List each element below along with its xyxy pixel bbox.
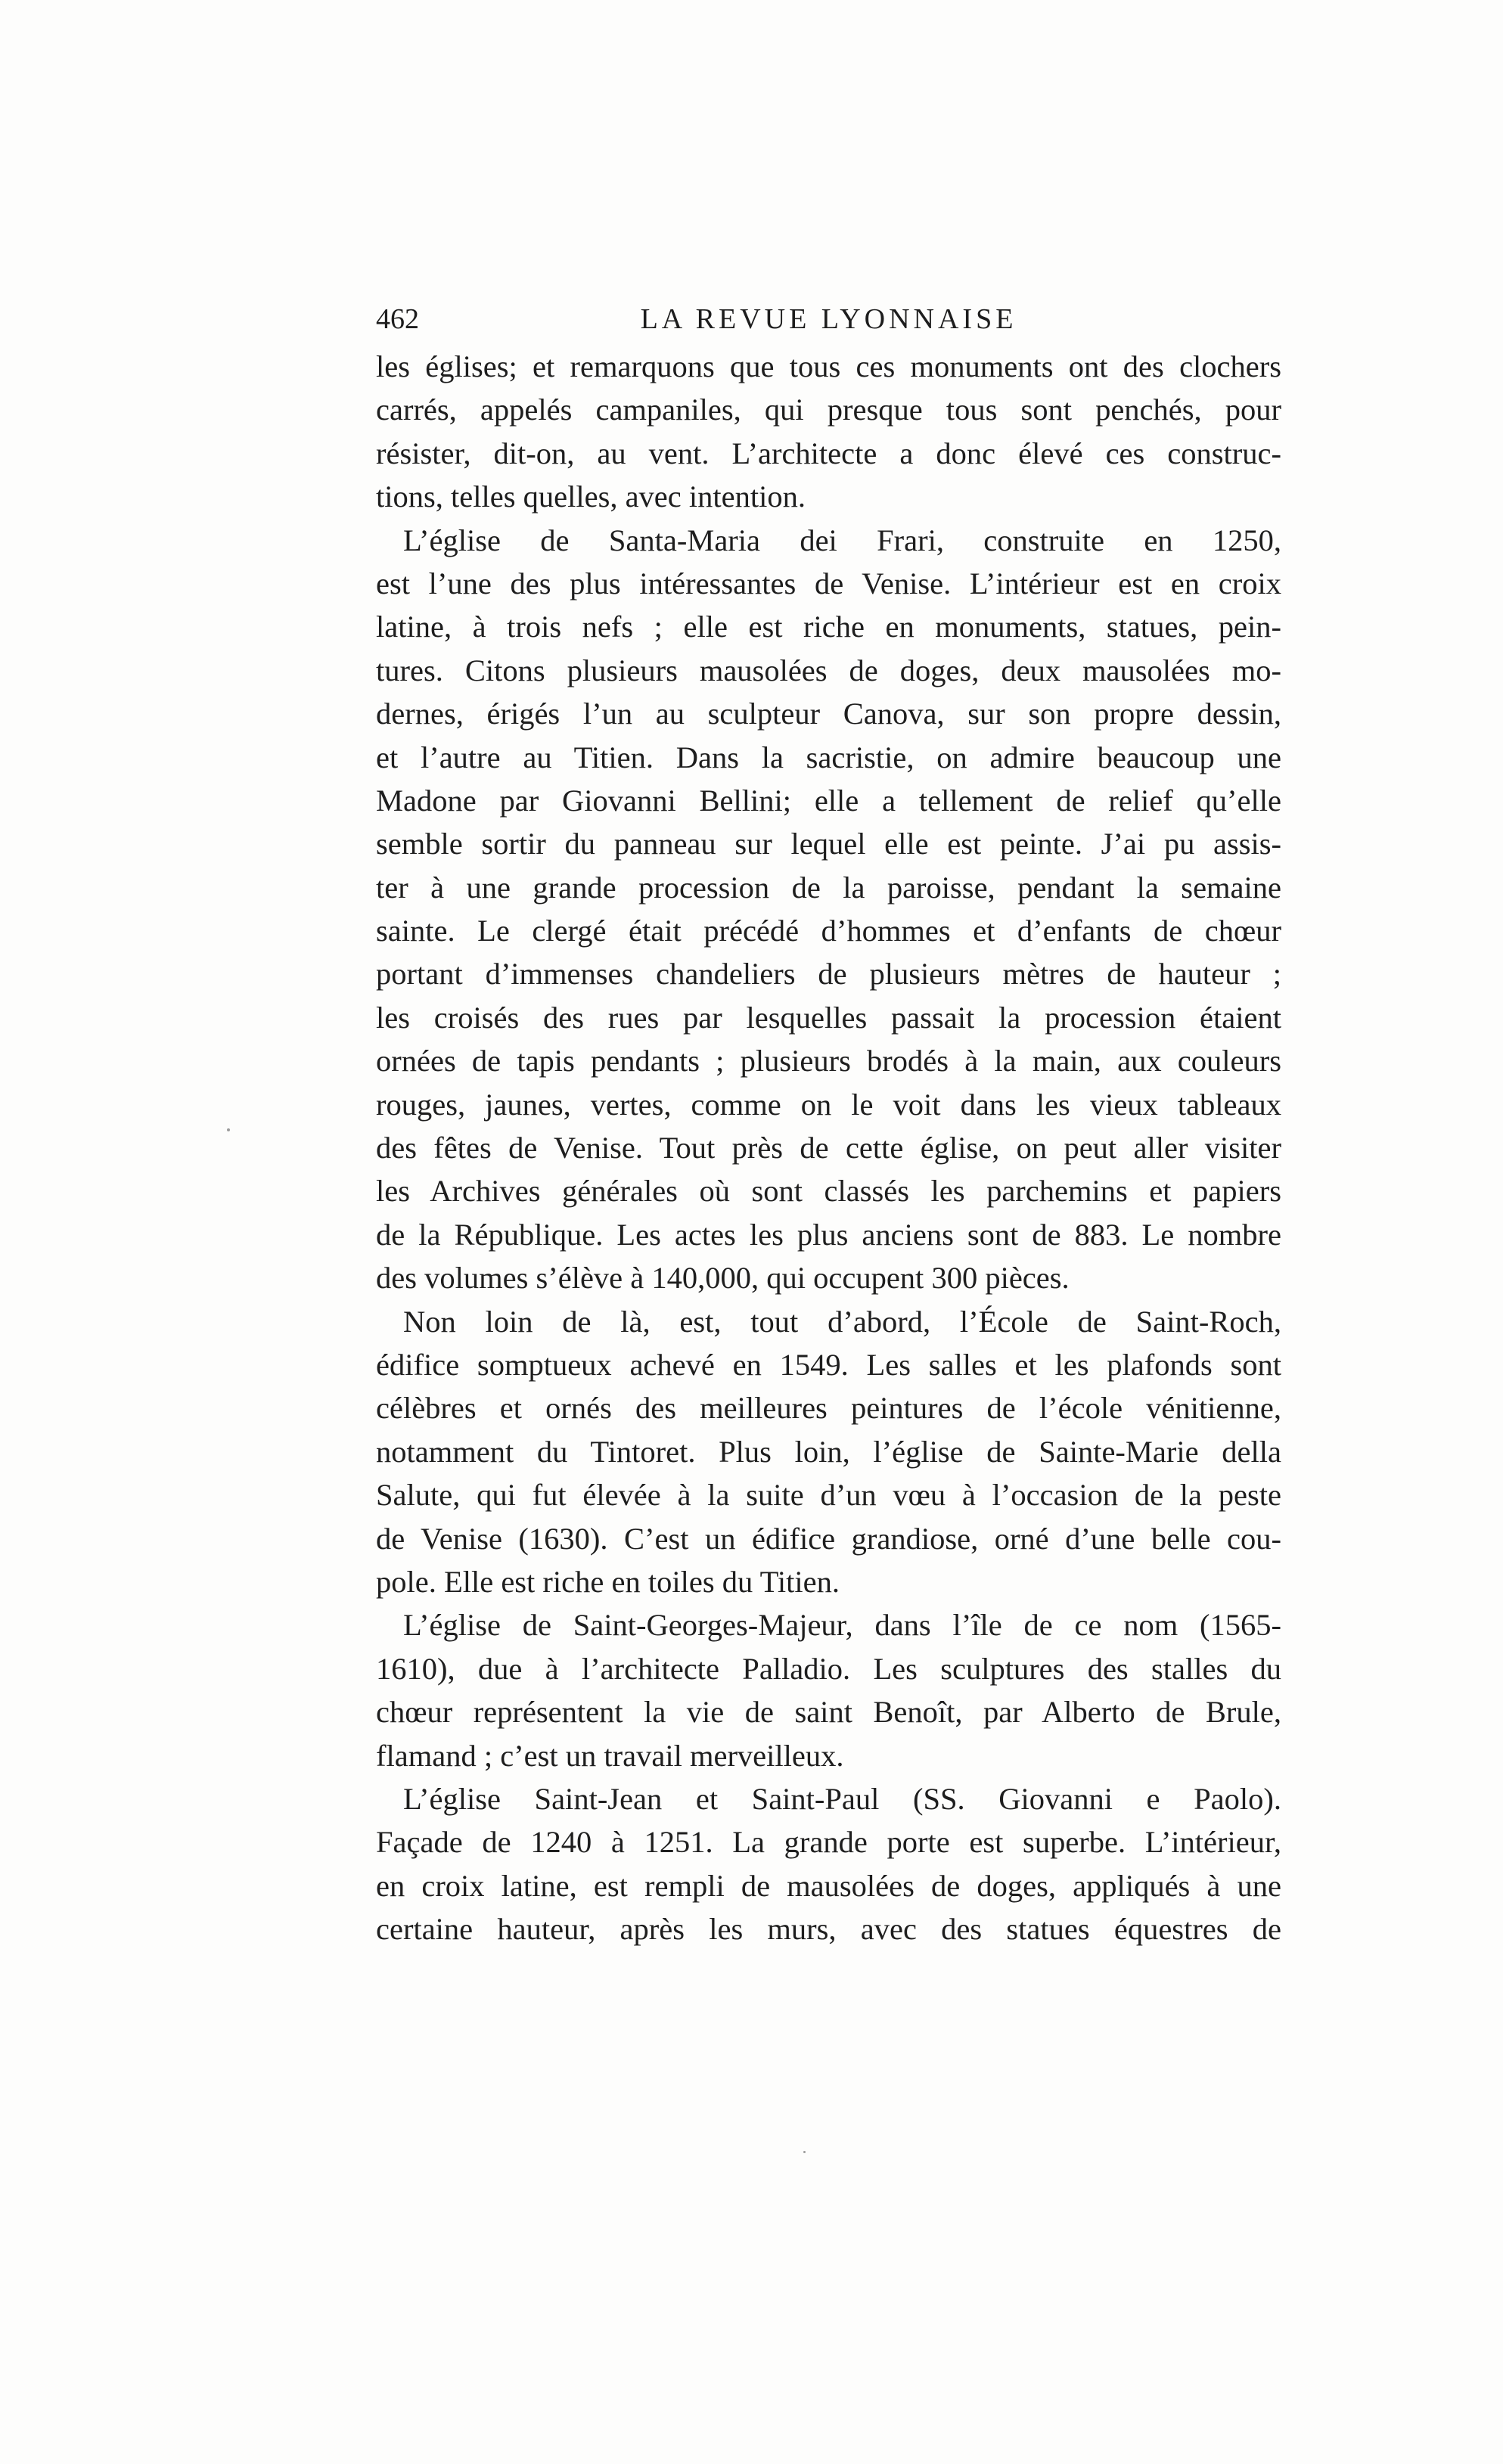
text-line: rouges, jaunes, vertes, comme on le voit dans les vieux tableaux: [376, 1087, 1281, 1122]
text-line: les églises; et remarquons que tous ces monuments ont des clochers: [376, 349, 1281, 383]
text-line: édifice somptueux achevé en 1549. Les salles et les plafonds sont: [376, 1347, 1281, 1382]
text-line: portant d’immenses chandeliers de plusieurs mètres de hauteur ;: [376, 957, 1281, 991]
text-line: pole. Elle est riche en toiles du Titien.: [376, 1564, 840, 1599]
text-line: Madone par Giovanni Bellini; elle a tellement de relief qu’elle: [376, 783, 1281, 818]
page-header: [376, 296, 1281, 342]
text-line: semble sortir du panneau sur lequel elle est peinte. J’ai pu assis-: [376, 827, 1281, 861]
text-line: latine, à trois nefs ; elle est riche en monuments, statues, pein-: [376, 610, 1281, 644]
text-line: et l’autre au Titien. Dans la sacristie, on admire beaucoup une: [376, 740, 1281, 774]
running-head: LA REVUE LYONNAISE: [640, 303, 1017, 335]
text-line: les croisés des rues par lesquelles passait la procession étaient: [376, 1000, 1281, 1035]
text-line: les Archives générales où sont classés les parchemins et papiers: [376, 1174, 1281, 1209]
text-line: est l’une des plus intéressantes de Venise. L’intérieur est en croix: [376, 566, 1281, 600]
text-line: chœur représentent la vie de saint Benoît, par Alberto de Brule,: [376, 1695, 1281, 1730]
text-line: tures. Citons plusieurs mausolées de doges, deux mausolées mo-: [376, 653, 1281, 687]
text-line: notamment du Tintoret. Plus loin, l’église de Sainte-Marie della: [376, 1434, 1281, 1469]
text-line: Non loin de là, est, tout d’abord, l’École de Saint-Roch,: [403, 1304, 1281, 1339]
text-line: tions, telles quelles, avec intention.: [376, 479, 806, 514]
text-line: Salute, qui fut élevée à la suite d’un vœu à l’occasion de la peste: [376, 1478, 1281, 1513]
text-line: 1610), due à l’architecte Palladio. Les sculptures des stalles du: [376, 1651, 1281, 1686]
text-line: dernes, érigés l’un au sculpteur Canova, sur son propre dessin,: [376, 697, 1281, 731]
text-line: certaine hauteur, après les murs, avec des statues équestres de: [376, 1912, 1281, 1947]
text-line: des volumes s’élève à 140,000, qui occupent 300 pièces.: [376, 1261, 1070, 1296]
text-line: sainte. Le clergé était précédé d’hommes et d’enfants de chœur: [376, 914, 1281, 948]
text-line: de Venise (1630). C’est un édifice grandiose, orné d’une belle cou-: [376, 1521, 1281, 1556]
text-line: des fêtes de Venise. Tout près de cette église, on peut aller visiter: [376, 1131, 1281, 1165]
text-line: résister, dit-on, au vent. L’architecte a donc élevé ces construc-: [376, 436, 1281, 470]
text-line: carrés, appelés campaniles, qui presque tous sont penchés, pour: [376, 393, 1281, 427]
text-line: L’église Saint-Jean et Saint-Paul (SS. Giovanni e Paolo).: [403, 1781, 1281, 1816]
text-line: Façade de 1240 à 1251. La grande porte est superbe. L’intérieur,: [376, 1825, 1281, 1860]
paper-speck: [227, 1128, 230, 1131]
text-line: ornées de tapis pendants ; plusieurs brodés à la main, aux couleurs: [376, 1044, 1281, 1078]
text-line: L’église de Saint-Georges-Majeur, dans l’île de ce nom (1565-: [403, 1608, 1281, 1643]
page-number: 462: [376, 303, 419, 335]
paper-speck: [803, 2151, 806, 2153]
text-line: flamand ; c’est un travail merveilleux.: [376, 1738, 844, 1773]
text-line: L’église de Santa-Maria dei Frari, construite en 1250,: [403, 523, 1281, 557]
text-line: ter à une grande procession de la paroisse, pendant la semaine: [376, 870, 1281, 905]
body-text: [376, 345, 1281, 1950]
text-line: de la République. Les actes les plus anciens sont de 883. Le nombre: [376, 1217, 1281, 1252]
text-line: célèbres et ornés des meilleures peintures de l’école vénitienne,: [376, 1391, 1281, 1426]
text-line: en croix latine, est rempli de mausolées de doges, appliqués à une: [376, 1868, 1281, 1903]
